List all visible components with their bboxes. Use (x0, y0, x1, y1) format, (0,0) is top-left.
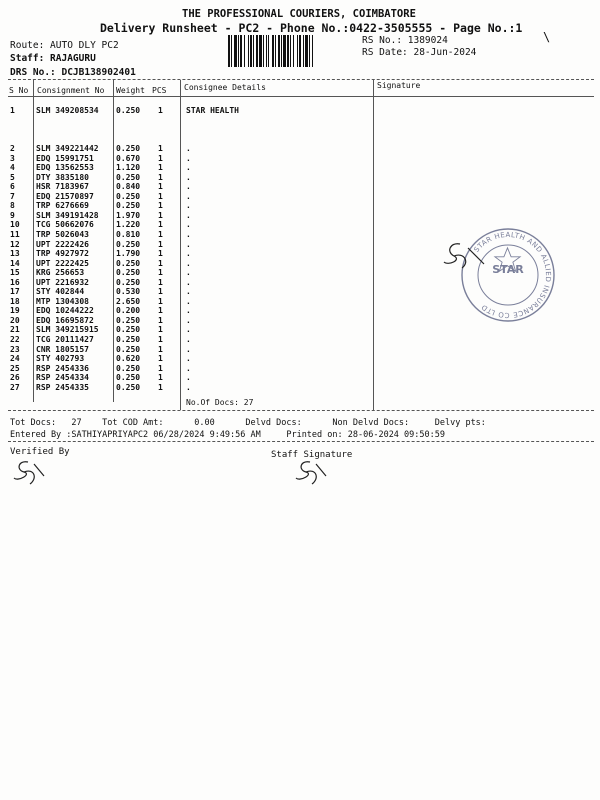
row-pcs: 1 (158, 144, 163, 153)
row-weight: 0.250 (116, 172, 141, 182)
row-weight: 0.810 (116, 229, 141, 239)
rs-date: RS Date: 28-Jun-2024 (362, 47, 477, 58)
row-weight: 0.250 (116, 335, 141, 344)
row-consignment: RSP 2454336 (36, 363, 89, 373)
row-consignee: . (186, 201, 191, 211)
row-pcs: 1 (158, 191, 163, 201)
barcode-bar (313, 35, 315, 67)
row-consignee: . (186, 258, 191, 268)
company-title: THE PROFESSIONAL COURIERS, COIMBATORE (182, 8, 416, 20)
row-pcs: 1 (158, 325, 163, 335)
col-header-signature: Signature (377, 81, 421, 90)
row-pcs: 1 (158, 153, 163, 163)
row-sno: 2 (10, 144, 15, 153)
route-label: Route: AUTO DLY PC2 (10, 40, 119, 51)
row-weight: 0.250 (116, 277, 141, 287)
row-sno: 7 (10, 191, 15, 201)
row-sno: 11 (10, 229, 20, 239)
row-consignee: . (186, 144, 191, 153)
row-consignee: . (186, 239, 191, 249)
row-weight: 0.840 (116, 182, 141, 192)
row-sno: 13 (10, 249, 20, 259)
row-consignment: EDQ 21570897 (36, 191, 94, 201)
row-consignee: . (186, 277, 191, 287)
row-weight: 0.620 (116, 354, 141, 364)
signature-scribble-icon (440, 238, 488, 274)
row-weight: 0.250 (116, 363, 141, 373)
row-sno: 12 (10, 239, 20, 249)
row-pcs: 1 (158, 106, 163, 115)
row-pcs: 1 (158, 373, 163, 383)
barcode (228, 35, 356, 67)
row-weight: 1.970 (116, 210, 141, 220)
row-weight: 0.250 (116, 144, 141, 153)
row-consignee: . (186, 249, 191, 259)
row-weight: 0.670 (116, 153, 141, 163)
row-consignee: . (186, 296, 191, 306)
row-consignee: . (186, 373, 191, 383)
col-header-sno: S No (9, 86, 29, 95)
row-consignee: . (186, 210, 191, 220)
no-of-docs: No.Of Docs: 27 (186, 398, 254, 407)
row-consignee: . (186, 268, 191, 278)
staff-signature-label: Staff Signature (271, 450, 353, 460)
row-pcs: 1 (158, 172, 163, 182)
row-sno: 24 (10, 354, 20, 364)
row-sno: 9 (10, 210, 15, 220)
row-sno: 27 (10, 382, 20, 392)
row-consignment: STY 402793 (36, 354, 85, 364)
row-sno: 5 (10, 172, 15, 182)
row-sno: 18 (10, 296, 20, 306)
row-consignee: . (186, 344, 191, 354)
row-weight: 1.790 (116, 249, 141, 259)
svg-text:STAR HEALTH AND ALLIED INSURAN: STAR HEALTH AND ALLIED INSURANCE CO LTD (472, 230, 553, 320)
row-consignment: UPT 2222426 (36, 239, 89, 249)
row-sno: 23 (10, 344, 20, 354)
page-mark: \ (543, 30, 551, 44)
row-consignment: UPT 2216932 (36, 277, 89, 287)
signature-scribble-icon (12, 458, 48, 486)
row-consignment: EDQ 13562553 (36, 163, 94, 173)
row-weight: 0.250 (116, 239, 141, 249)
row-sno: 3 (10, 153, 15, 163)
row-sno: 25 (10, 363, 20, 373)
row-pcs: 1 (158, 239, 163, 249)
row-consignee: . (186, 306, 191, 316)
row-sno: 8 (10, 201, 15, 211)
table-row (0, 106, 600, 117)
row-pcs: 1 (158, 296, 163, 306)
row-consignee: STAR HEALTH (186, 106, 239, 115)
row-weight: 0.250 (116, 201, 141, 211)
row-weight: 0.250 (116, 373, 141, 383)
row-consignee: . (186, 153, 191, 163)
row-consignment: SLM 349215915 (36, 325, 99, 335)
row-pcs: 1 (158, 210, 163, 220)
signature-scribble-icon (294, 458, 330, 486)
row-consignment: SLM 349208534 (36, 106, 99, 115)
row-consignee: . (186, 363, 191, 373)
row-consignment: SLM 349191428 (36, 210, 99, 220)
row-consignment: KRG 256653 (36, 268, 85, 278)
row-pcs: 1 (158, 182, 163, 192)
row-consignment: UPT 2222425 (36, 258, 89, 268)
row-consignee: . (186, 220, 191, 230)
row-consignment: EDQ 15991751 (36, 153, 94, 163)
row-consignment: TCG 20111427 (36, 335, 94, 344)
row-weight: 0.250 (116, 191, 141, 201)
row-consignee: . (186, 382, 191, 392)
header-top-rule (8, 79, 594, 80)
row-consignment: TCG 50662076 (36, 220, 94, 230)
row-consignment: CNR 1805157 (36, 344, 89, 354)
row-weight: 0.250 (116, 258, 141, 268)
row-weight: 1.220 (116, 220, 141, 230)
row-sno: 15 (10, 268, 20, 278)
row-consignment: RSP 2454335 (36, 382, 89, 392)
row-sno: 26 (10, 373, 20, 383)
table-row (0, 383, 600, 394)
row-sno: 22 (10, 335, 20, 344)
col-header-weight: Weight (116, 86, 145, 95)
row-pcs: 1 (158, 201, 163, 211)
row-pcs: 1 (158, 306, 163, 316)
row-consignment: DTY 3835180 (36, 172, 89, 182)
row-weight: 0.250 (116, 106, 141, 115)
row-pcs: 1 (158, 363, 163, 373)
row-weight: 0.530 (116, 287, 141, 297)
row-weight: 0.250 (116, 344, 141, 354)
row-sno: 20 (10, 315, 20, 325)
verifier-signature (12, 458, 48, 486)
row-weight: 0.200 (116, 306, 141, 316)
verified-by-label: Verified By (10, 447, 70, 457)
row-sno: 6 (10, 182, 15, 192)
row-weight: 0.250 (116, 315, 141, 325)
col-header-pcs: PCS (152, 86, 167, 95)
row-weight: 1.120 (116, 163, 141, 173)
row-consignee: . (186, 287, 191, 297)
row-pcs: 1 (158, 277, 163, 287)
row-consignee: . (186, 315, 191, 325)
row-pcs: 1 (158, 258, 163, 268)
row-pcs: 1 (158, 249, 163, 259)
row-sno: 17 (10, 287, 20, 297)
runsheet-subtitle: Delivery Runsheet - PC2 - Phone No.:0422-3505555 - Page No.:1 (100, 21, 523, 35)
row-pcs: 1 (158, 287, 163, 297)
row-pcs: 1 (158, 315, 163, 325)
row-sno: 4 (10, 163, 15, 173)
svg-text:STAR: STAR (492, 263, 524, 276)
row-pcs: 1 (158, 354, 163, 364)
footer-bottom-rule (8, 441, 594, 442)
row-pcs: 1 (158, 382, 163, 392)
entered-by-line: Entered By :SATHIYAPRIYAPC2 06/28/2024 9:49:56 AM Printed on: 28-06-2024 09:50:59 (10, 430, 445, 440)
row-consignee: . (186, 191, 191, 201)
row-consignee: . (186, 325, 191, 335)
row-sno: 16 (10, 277, 20, 287)
row-pcs: 1 (158, 229, 163, 239)
receiver-signature (440, 238, 488, 274)
staff-label: Staff: RAJAGURU (10, 53, 96, 64)
totals-line: Tot Docs: 27 Tot COD Amt: 0.00 Delvd Docs: Non Delvd Docs: Delvy pts: (10, 418, 486, 428)
row-consignment: TRP 6276669 (36, 201, 89, 211)
row-consignment: RSP 2454334 (36, 373, 89, 383)
row-weight: 0.250 (116, 325, 141, 335)
drs-number: DRS No.: DCJB138902401 (10, 67, 136, 78)
row-consignee: . (186, 172, 191, 182)
row-consignee: . (186, 335, 191, 344)
row-consignment: EDQ 16695872 (36, 315, 94, 325)
row-consignment: SLM 349221442 (36, 144, 99, 153)
row-weight: 0.250 (116, 268, 141, 278)
row-weight: 0.250 (116, 382, 141, 392)
row-sno: 1 (10, 106, 15, 115)
row-pcs: 1 (158, 344, 163, 354)
row-sno: 19 (10, 306, 20, 316)
row-pcs: 1 (158, 163, 163, 173)
col-header-consignment: Consignment No (37, 86, 105, 95)
row-pcs: 1 (158, 220, 163, 230)
row-consignment: STY 402844 (36, 287, 85, 297)
row-consignee: . (186, 182, 191, 192)
row-weight: 2.650 (116, 296, 141, 306)
footer-top-rule (8, 410, 594, 411)
col-header-consignee: Consignee Details (184, 83, 266, 92)
header-bottom-rule (8, 96, 594, 97)
row-consignment: HSR 7183967 (36, 182, 89, 192)
row-pcs: 1 (158, 268, 163, 278)
row-sno: 21 (10, 325, 20, 335)
row-consignment: TRP 4927972 (36, 249, 89, 259)
rs-number: RS No.: 1389024 (362, 35, 448, 46)
row-pcs: 1 (158, 335, 163, 344)
row-sno: 10 (10, 220, 20, 230)
row-consignment: MTP 1304308 (36, 296, 89, 306)
row-sno: 14 (10, 258, 20, 268)
row-consignee: . (186, 163, 191, 173)
row-consignee: . (186, 229, 191, 239)
row-consignment: TRP 5026043 (36, 229, 89, 239)
row-consignment: EDQ 10244222 (36, 306, 94, 316)
row-consignee: . (186, 354, 191, 364)
staff-signature (294, 458, 330, 486)
